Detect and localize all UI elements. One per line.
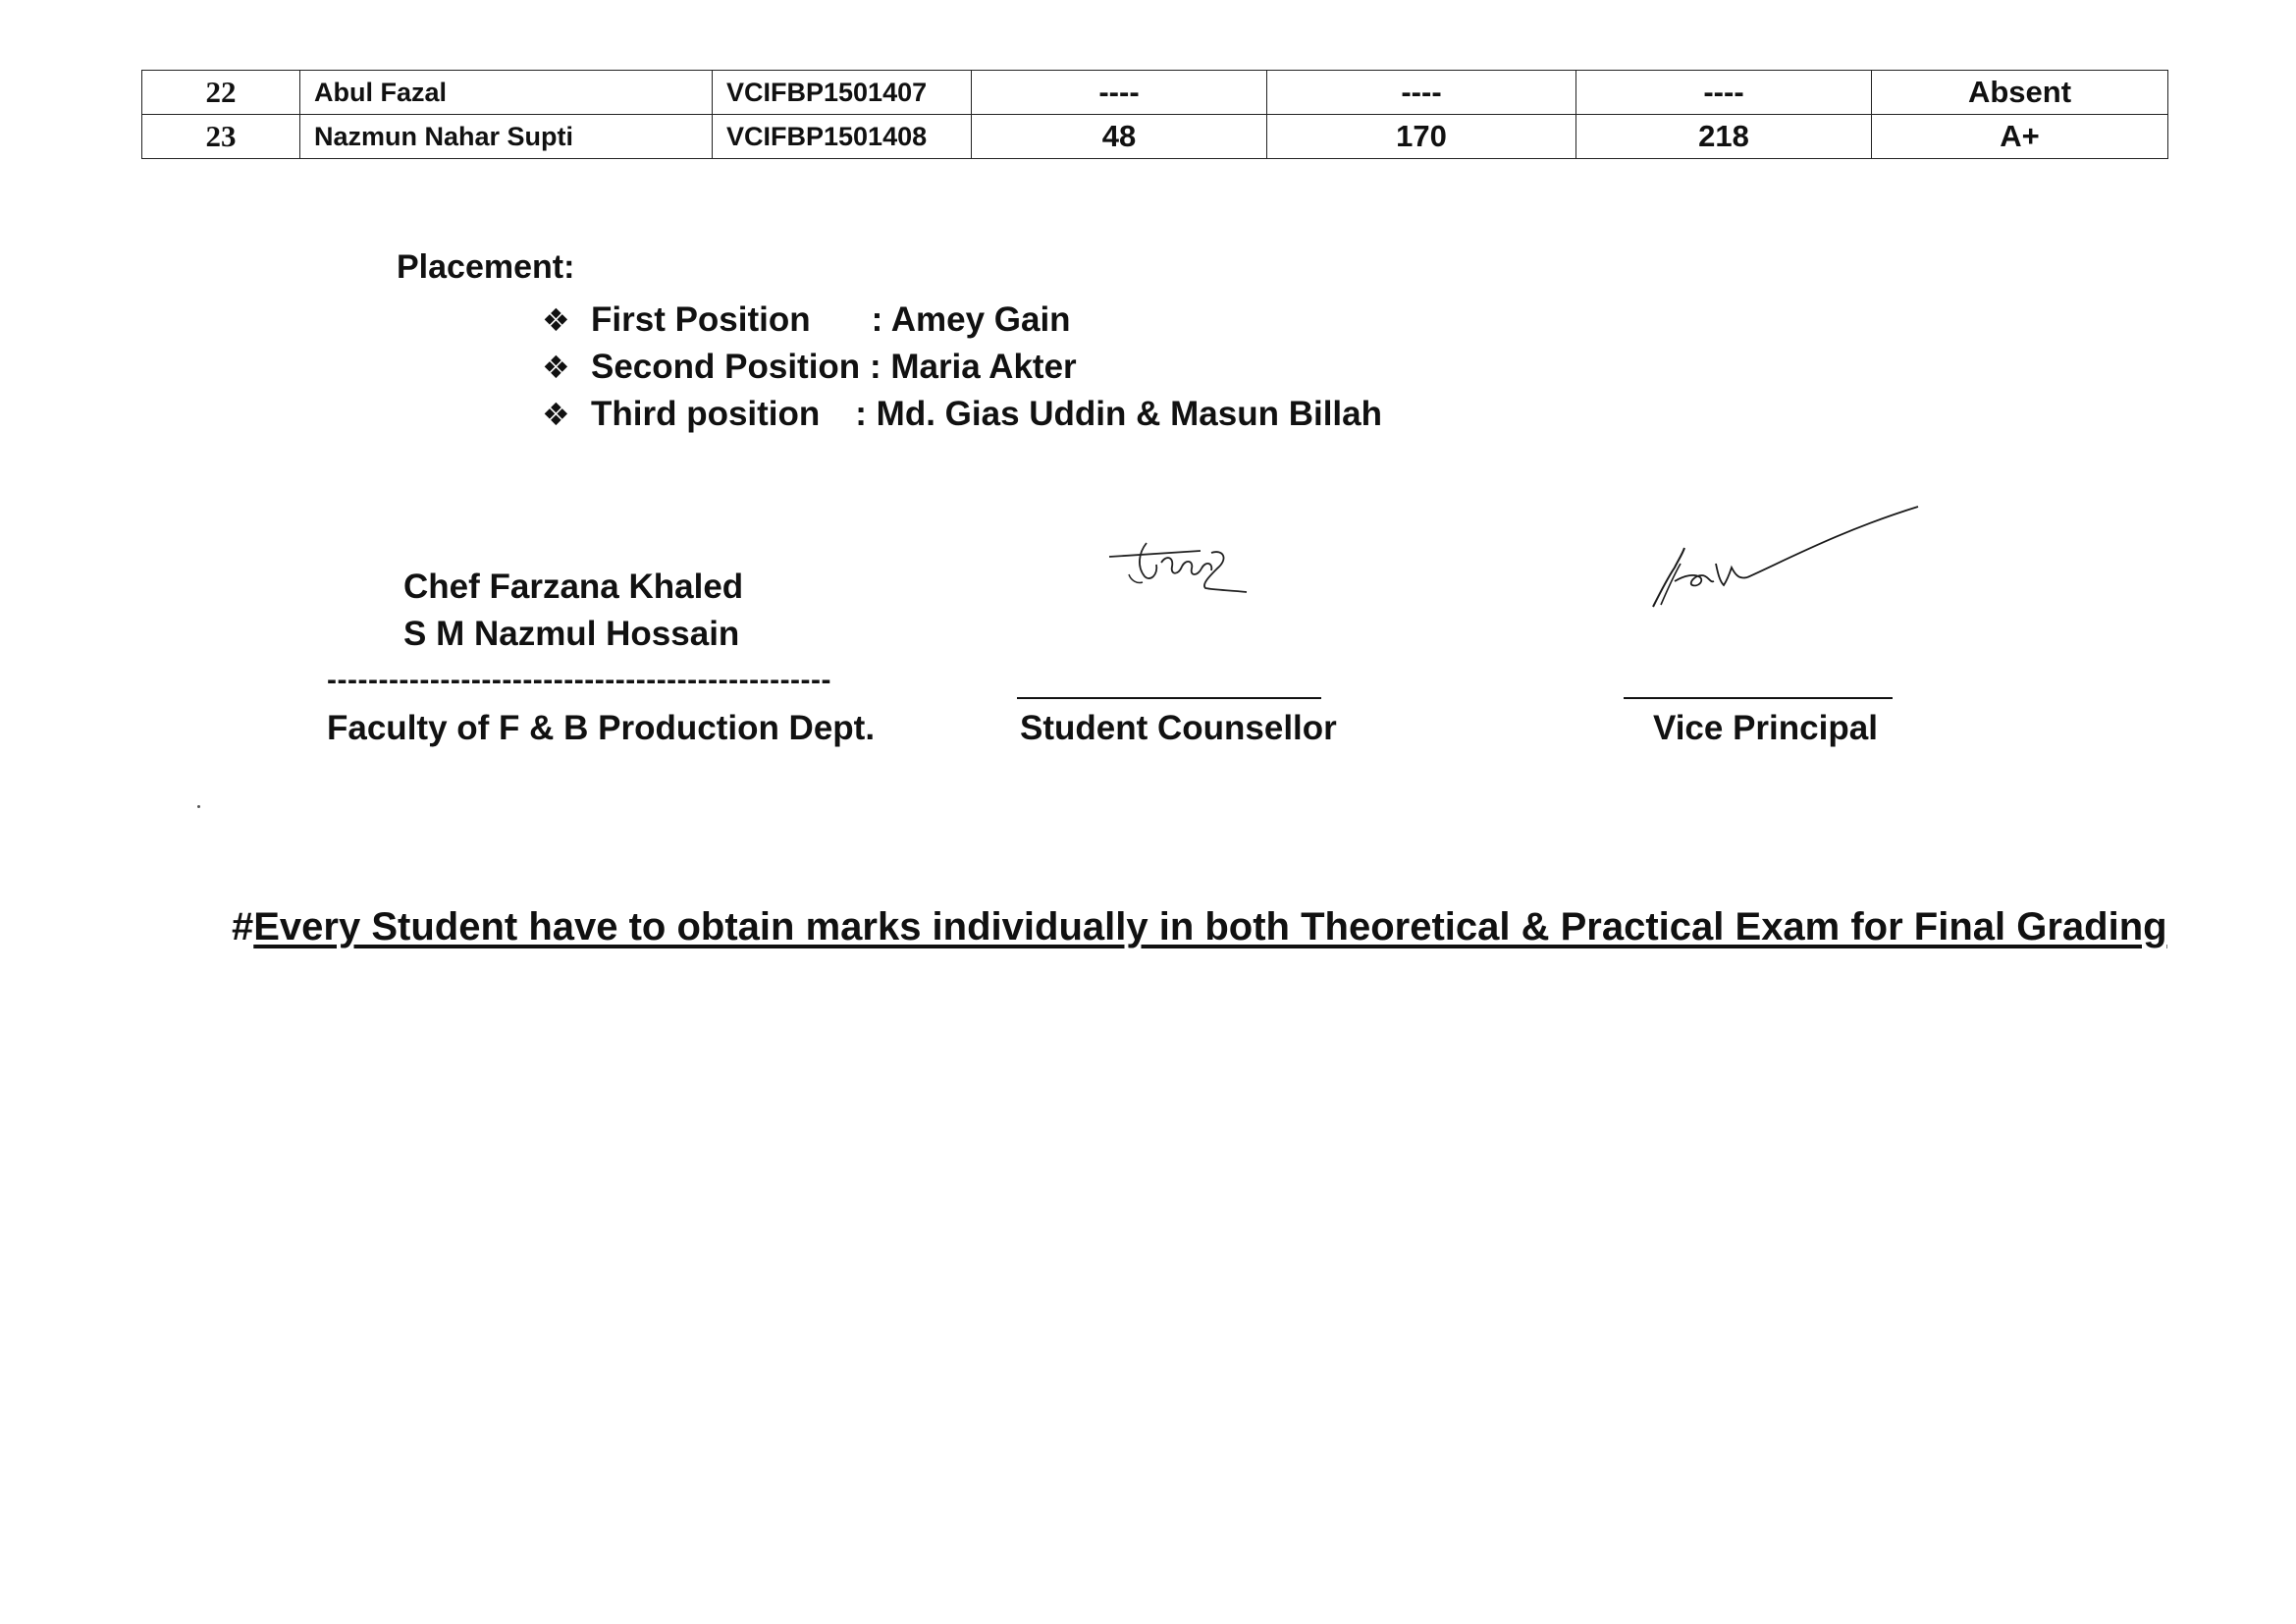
position-label: Second Position xyxy=(591,348,861,386)
counsellor-signature xyxy=(1107,535,1255,604)
position-value: : Amey Gain xyxy=(871,300,1071,339)
diamond-bullet-icon: ❖ xyxy=(542,396,570,433)
serial-cell: 22 xyxy=(142,71,300,115)
counsellor-signature-line xyxy=(1017,697,1321,699)
total-cell: 218 xyxy=(1576,115,1872,159)
diamond-bullet-icon: ❖ xyxy=(542,349,570,386)
vice-principal-title: Vice Principal xyxy=(1653,709,1878,747)
table-row xyxy=(142,71,2168,115)
grade-cell: A+ xyxy=(1872,115,2168,159)
total-cell: ---- xyxy=(1576,71,1872,115)
student-id-cell: VCIFBP1501408 xyxy=(713,115,972,159)
mark-cell: 170 xyxy=(1267,115,1576,159)
diamond-bullet-icon: ❖ xyxy=(542,301,570,339)
table-row xyxy=(142,115,2168,159)
list-item xyxy=(542,344,1382,391)
grade-cell: Absent xyxy=(1872,71,2168,115)
mark-cell: ---- xyxy=(972,71,1267,115)
student-name-cell: Abul Fazal xyxy=(300,71,713,115)
position-label: First Position xyxy=(591,300,811,339)
student-id-cell: VCIFBP1501407 xyxy=(713,71,972,115)
position-value: : Maria Akter xyxy=(869,348,1077,386)
list-item xyxy=(542,297,1382,344)
mark-cell: ---- xyxy=(1267,71,1576,115)
faculty-dash-line: ------------------------------------------------- xyxy=(327,664,832,696)
placement-heading: Placement: xyxy=(397,248,575,286)
faculty-title: Faculty of F & B Production Dept. xyxy=(327,709,876,747)
position-label: Third position xyxy=(591,395,821,433)
student-name-cell: Nazmun Nahar Supti xyxy=(300,115,713,159)
faculty-name-2: S M Nazmul Hossain xyxy=(403,615,740,653)
placement-list xyxy=(542,297,1382,438)
position-value: : Md. Gias Uddin & Masun Billah xyxy=(855,395,1382,433)
grading-note xyxy=(232,905,2167,949)
note-text: Every Student have to obtain marks individually in both Theoretical & Practical Exam for Final Grading xyxy=(253,905,2167,948)
list-item xyxy=(542,391,1382,438)
serial-cell: 23 xyxy=(142,115,300,159)
stray-mark xyxy=(197,805,200,808)
vice-principal-signature xyxy=(1645,503,1922,611)
mark-cell: 48 xyxy=(972,115,1267,159)
counsellor-title: Student Counsellor xyxy=(1020,709,1337,747)
note-prefix: # xyxy=(232,905,254,948)
results-table xyxy=(141,70,2168,159)
faculty-name-1: Chef Farzana Khaled xyxy=(403,568,744,606)
vice-principal-signature-line xyxy=(1624,697,1893,699)
